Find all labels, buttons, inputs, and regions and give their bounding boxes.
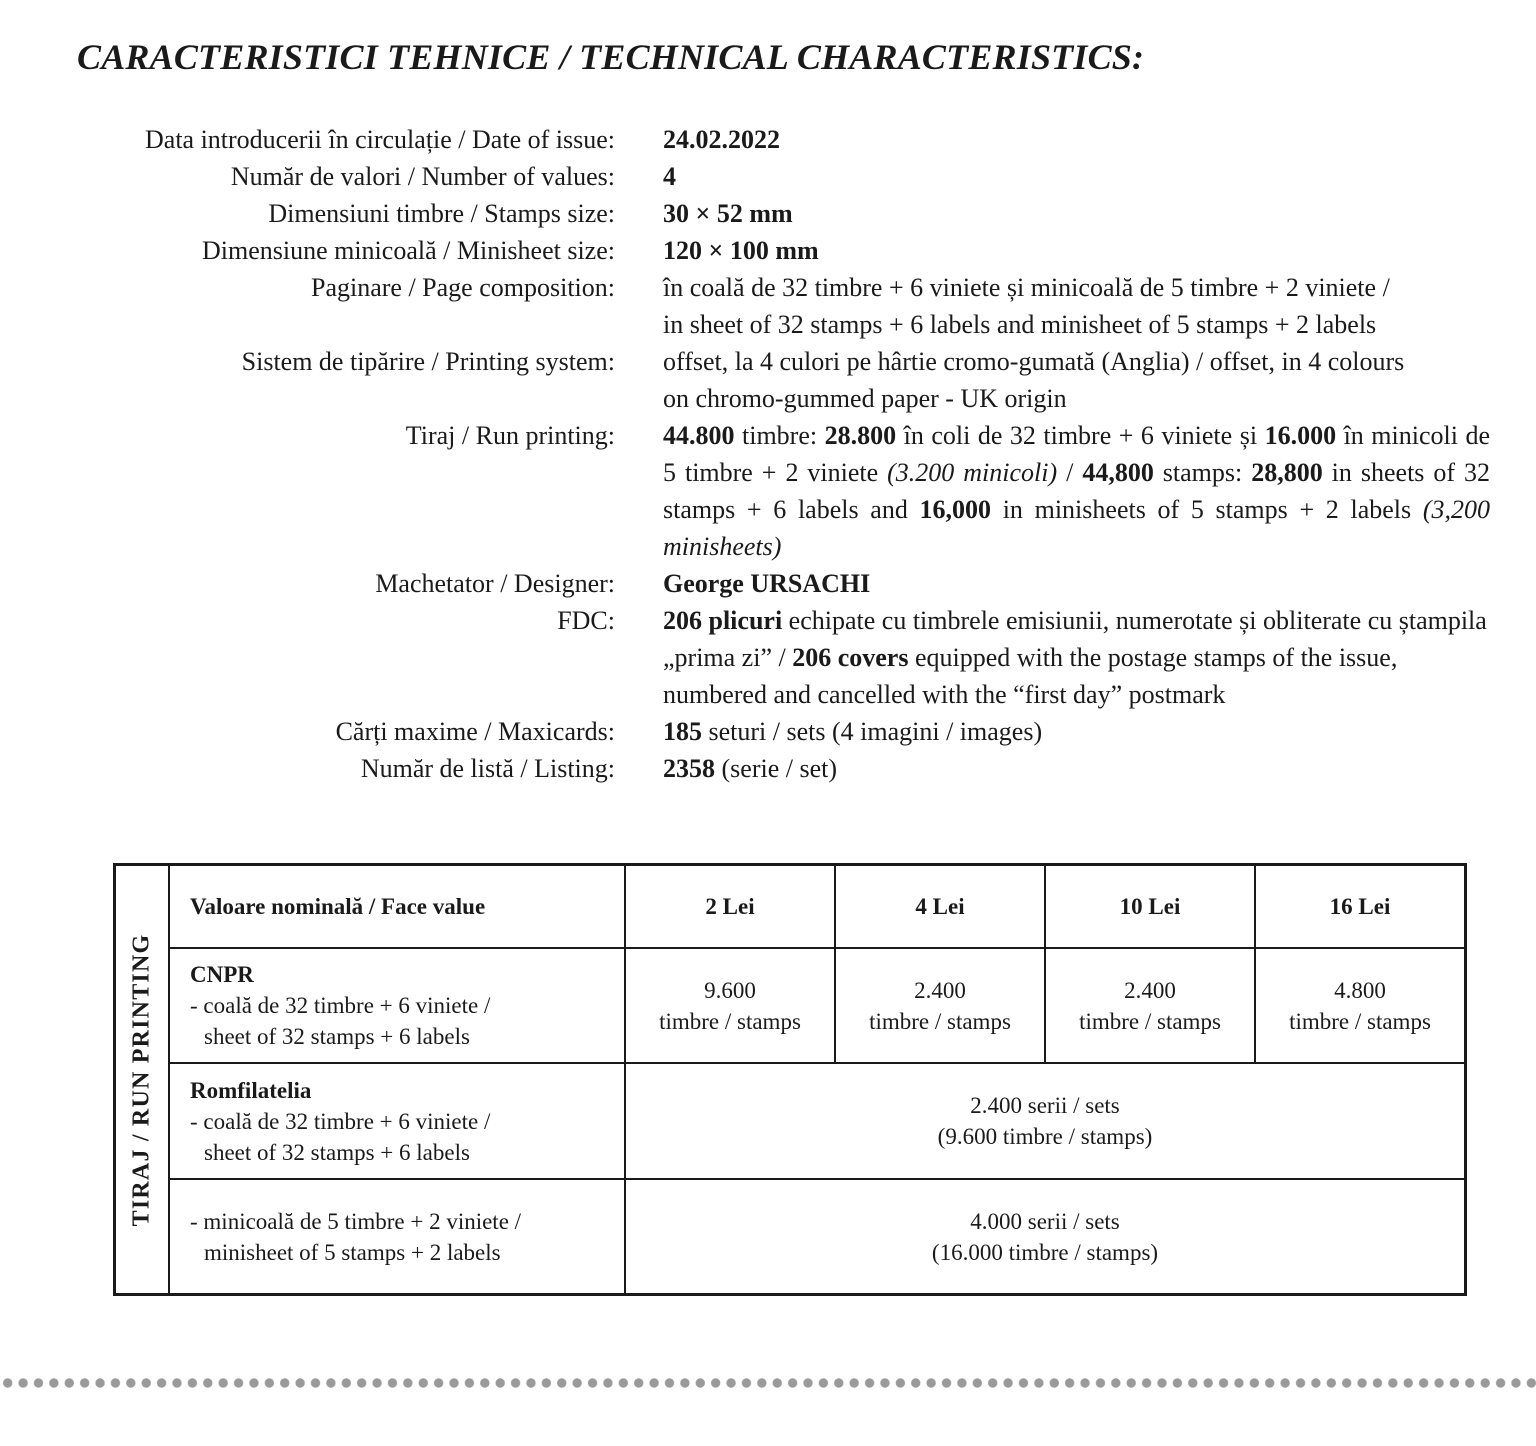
table-side-label	[115, 865, 170, 1295]
spec-row-printing-system	[0, 343, 1536, 417]
cnpr-count: 2.400	[1124, 977, 1176, 1003]
minisheet-stamps: (16.000 timbre / stamps)	[931, 1239, 1159, 1265]
run-sheets-en: 28,800	[1251, 458, 1323, 487]
romfilatelia-line2: sheet of 32 stamps + 6 labels	[204, 1139, 470, 1165]
spec-row-values	[0, 158, 1536, 195]
text-run: in sheets of 32 stamps + 6 labels and	[663, 458, 1490, 524]
cnpr-name: CNPR	[190, 962, 254, 987]
spec-value-line: on chromo-gummed paper - UK origin	[663, 384, 1067, 413]
spec-value: 30 × 52 mm	[663, 199, 793, 228]
spec-label: Dimensiune minicoală / Minisheet size:	[201, 236, 615, 265]
romfilatelia-stamps: (9.600 timbre / stamps)	[937, 1124, 1153, 1149]
cnpr-count-cell	[625, 948, 835, 1063]
spec-row-run-printing	[0, 417, 1536, 565]
minisheet-sets: 4.000 serii / sets	[970, 1208, 1120, 1234]
spec-row-stamps-size	[0, 195, 1536, 232]
spec-label: Număr de listă / Listing:	[360, 754, 615, 783]
run-printing-table	[113, 863, 1467, 1296]
cnpr-count-cell	[1255, 948, 1466, 1063]
spec-value: 4	[663, 162, 676, 191]
cnpr-count: 9.600	[704, 977, 756, 1003]
text-run: seturi / sets (4 imagini / images)	[702, 717, 1043, 746]
spec-row-page-composition	[0, 269, 1536, 343]
table-row-cnpr	[115, 948, 1466, 1063]
face-value-4-lei: 4 Lei	[835, 865, 1045, 949]
run-total-en: 44,800	[1082, 458, 1154, 487]
text-run: /	[1057, 458, 1083, 487]
spec-value-line: offset, la 4 culori pe hârtie cromo-gumată (Anglia) / offset, in 4 colours	[663, 347, 1405, 376]
spec-label: Cărți maxime / Maxicards:	[335, 717, 615, 746]
cnpr-count-cell	[835, 948, 1045, 1063]
spec-label: Tiraj / Run printing:	[405, 421, 615, 450]
header-face-value-label: Valoare nominală / Face value	[169, 865, 625, 949]
face-value-16-lei: 16 Lei	[1255, 865, 1466, 949]
cnpr-line1: - coală de 32 timbre + 6 viniete /	[190, 993, 491, 1018]
spec-value	[663, 343, 1490, 417]
minisheet-line1: - minicoală de 5 timbre + 2 viniete /	[190, 1208, 522, 1234]
spec-value	[663, 417, 1490, 565]
romfilatelia-name: Romfilatelia	[190, 1077, 312, 1103]
side-label-text: TIRAJ / RUN PRINTING	[128, 933, 155, 1226]
minisheet-total	[625, 1179, 1466, 1295]
run-minicoli-note: (3.200 minicoli)	[887, 458, 1058, 487]
spec-label: Număr de valori / Number of values:	[230, 162, 615, 191]
text-run: timbre:	[734, 421, 825, 450]
spec-value	[663, 269, 1490, 343]
spec-value	[663, 713, 1490, 750]
cnpr-unit: timbre / stamps	[869, 1008, 1011, 1034]
spec-label: Machetator / Designer:	[375, 569, 615, 598]
run-sheets-ro: 28.800	[824, 421, 897, 450]
spec-value-line: în coală de 32 timbre + 6 viniete și minicoală de 5 timbre + 2 viniete /	[663, 273, 1390, 302]
spec-value: George URSACHI	[663, 569, 871, 598]
table-row-romfilatelia	[115, 1063, 1466, 1179]
face-value-2-lei: 2 Lei	[625, 865, 835, 949]
maxicards-count: 185	[663, 717, 702, 746]
fdc-count-ro: 206 plicuri	[663, 606, 783, 635]
spec-row-minisheet-size	[0, 232, 1536, 269]
spec-row-fdc	[0, 602, 1536, 713]
spec-label: Sistem de tipărire / Printing system:	[241, 347, 615, 376]
table-row-minisheet	[115, 1179, 1466, 1295]
romfilatelia-line1: - coală de 32 timbre + 6 viniete /	[190, 1108, 491, 1134]
cnpr-count-cell	[1045, 948, 1255, 1063]
spec-value	[663, 750, 1490, 787]
spec-value: 120 × 100 mm	[663, 236, 819, 265]
cnpr-count: 4.800	[1334, 977, 1386, 1003]
cnpr-unit: timbre / stamps	[1079, 1008, 1221, 1034]
text-run: equipped with the postage stamps of the issue, numbered and cancelled with the “first day” postmark	[663, 643, 1398, 709]
romfilatelia-description	[169, 1063, 625, 1179]
spec-value	[663, 602, 1490, 713]
cnpr-unit: timbre / stamps	[1289, 1008, 1431, 1034]
minisheet-description	[169, 1179, 625, 1295]
fdc-count-en: 206 covers	[792, 643, 909, 672]
spec-value: 24.02.2022	[663, 125, 780, 154]
spec-label: Dimensiuni timbre / Stamps size:	[268, 199, 615, 228]
run-minisheets-ro: 16.000	[1264, 421, 1337, 450]
cnpr-line2: sheet of 32 stamps + 6 labels	[204, 1024, 470, 1049]
minisheet-line2: minisheet of 5 stamps + 2 labels	[204, 1239, 501, 1265]
text-run: echipate cu timbrele emisiunii, numerotate și obliterate cu ștampila „prima zi” /	[663, 606, 1487, 672]
spec-label: Paginare / Page composition:	[310, 273, 615, 302]
romfilatelia-sets: 2.400 serii / sets	[970, 1093, 1120, 1118]
spec-value-line: in sheet of 32 stamps + 6 labels and minisheet of 5 stamps + 2 labels	[663, 310, 1377, 339]
spec-row-maxicards	[0, 713, 1536, 750]
spec-label: Data introducerii în circulație / Date of issue:	[145, 125, 615, 154]
specs-list	[0, 121, 1536, 787]
run-minisheets-note: (3,200 minisheets)	[663, 495, 1490, 561]
spec-row-date	[0, 121, 1536, 158]
text-run: în minicoli de 5 timbre + 2 viniete	[663, 421, 1491, 487]
text-run: in minisheets of 5 stamps + 2 labels	[991, 495, 1423, 524]
spec-label: FDC:	[557, 606, 615, 635]
page-title: CARACTERISTICI TEHNICE / TECHNICAL CHARACTERISTICS:	[77, 37, 1145, 77]
cnpr-unit: timbre / stamps	[659, 1008, 801, 1034]
face-value-10-lei: 10 Lei	[1045, 865, 1255, 949]
run-minisheets-en: 16,000	[919, 495, 992, 524]
romfilatelia-total	[625, 1063, 1466, 1179]
text-run: stamps:	[1153, 458, 1252, 487]
spec-row-designer	[0, 565, 1536, 602]
run-total-ro: 44.800	[663, 421, 735, 450]
table-header-row	[115, 865, 1466, 949]
text-run: (serie / set)	[715, 754, 838, 783]
dotted-divider	[0, 1375, 1536, 1391]
listing-number: 2358	[663, 754, 715, 783]
cnpr-description	[169, 948, 625, 1063]
cnpr-count: 2.400	[914, 977, 966, 1003]
text-run: în coli de 32 timbre + 6 viniete și	[896, 421, 1265, 450]
spec-row-listing	[0, 750, 1536, 787]
